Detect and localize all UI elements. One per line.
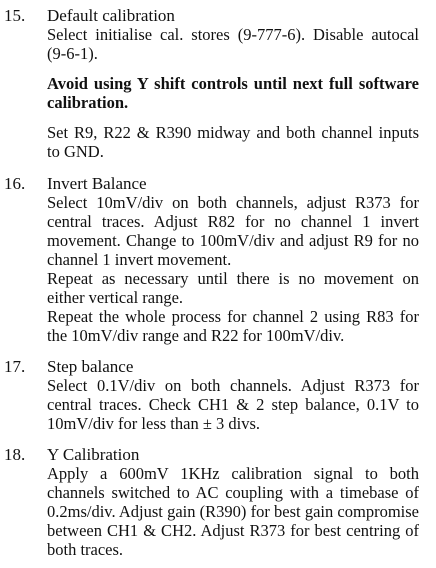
step-number: 16. [4,174,26,193]
step-body [47,357,419,433]
step-title: Default calibration [47,6,175,25]
step-number: 18. [4,445,26,464]
step-number: 17. [4,357,26,376]
step-text: Repeat the whole process for channel 2 using R83 for the 10mV/div range and R22 for 100mV/div. [47,307,419,345]
step-body [47,174,419,345]
step-title: Invert Balance [47,174,147,193]
step-text: Repeat as necessary until there is no movement on either vertical range. [47,269,419,307]
step-body [47,445,419,559]
step-text: Apply a 600mV 1KHz calibration signal to both channels switched to AC coupling with a timebase of 0.2ms/div. Adjust gain (R390) for best gain compromise between CH1 & CH2. Adjust R373 for best centring of both traces. [47,464,419,559]
step-text: Set R9, R22 & R390 midway and both channel inputs to GND. [47,123,419,161]
step-title: Step balance [47,357,134,376]
step-text: Select initialise cal. stores (9-777-6). Disable autocal (9-6-1). [47,25,419,63]
step-body [47,6,419,161]
step-number: 15. [4,6,26,25]
step-text: Select 0.1V/div on both channels. Adjust R373 for central traces. Check CH1 & 2 step balance, 0.1V to 10mV/div for less than ± 3 divs. [47,376,419,433]
step-text: Select 10mV/div on both channels, adjust R373 for central traces. Adjust R82 for no channel 1 invert movement. Change to 100mV/div and adjust R9 for no channel 1 invert movement. [47,193,419,269]
step-title: Y Calibration [47,445,140,464]
warning-text: Avoid using Y shift controls until next full software calibration. [47,74,419,112]
